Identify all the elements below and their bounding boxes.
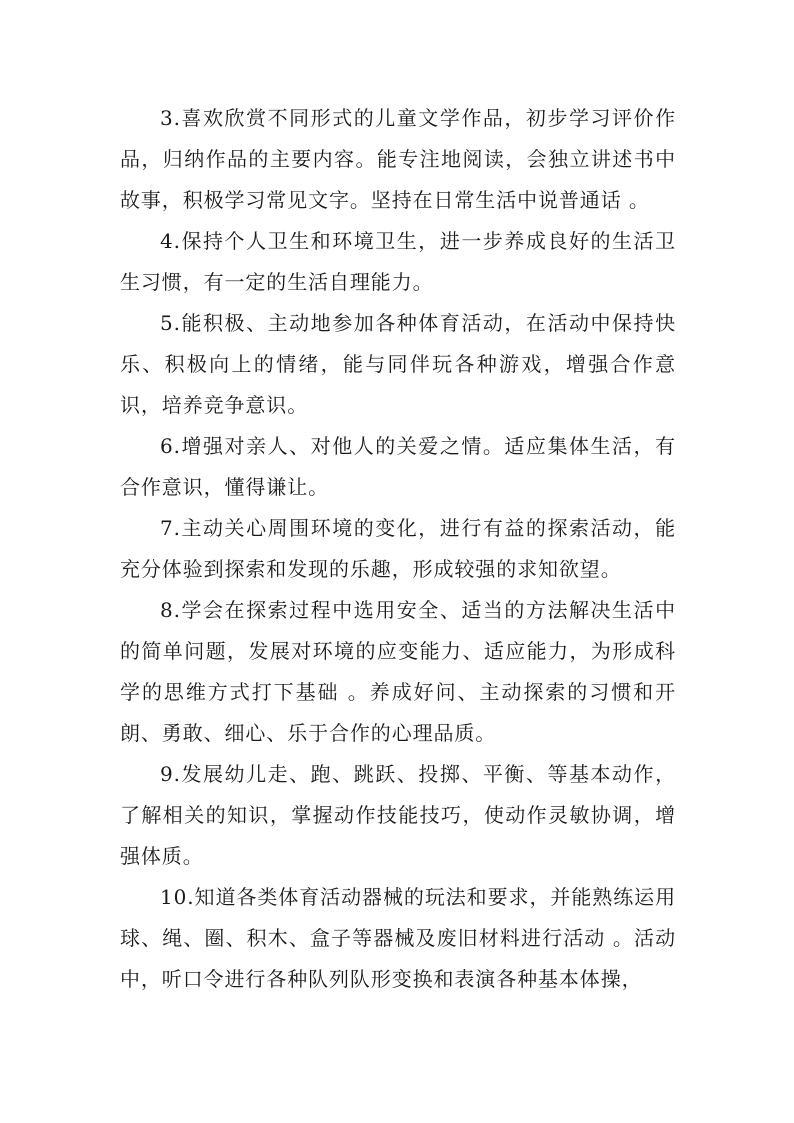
paragraph-goal-9: 9.发展幼儿走、跑、跳跃、投掷、平衡、等基本动作，了解相关的知识，掌握动作技能技巧，使动作灵敏协调，增强体质。 [120, 762, 676, 868]
document-body [120, 98, 676, 1000]
paragraph-goal-3: 3.喜欢欣赏不同形式的儿童文学作品，初步学习评价作品，归纳作品的主要内容。能专注地阅读，会独立讲述书中故事，积极学习常见文字。坚持在日常生活中说普通话 。 [120, 106, 676, 212]
paragraph-goal-10: 10.知道各类体育活动器械的玩法和要求，并能熟练运用球、绳、圈、积木、盒子等器械及废旧材料进行活动 。活动中，听口令进行各种队列队形变换和表演各种基本体操， [120, 885, 676, 991]
paragraph-goal-5: 5.能积极、主动地参加各种体育活动，在活动中保持快乐、积极向上的情绪，能与同伴玩各种游戏，增强合作意识，培养竞争意识。 [120, 311, 676, 417]
paragraph-goal-4: 4.保持个人卫生和环境卫生，进一步养成良好的生活卫生习惯，有一定的生活自理能力。 [120, 229, 676, 294]
paragraph-goal-6: 6.增强对亲人、对他人的关爱之情。适应集体生活，有合作意识，懂得谦让。 [120, 434, 676, 499]
paragraph-goal-7: 7.主动关心周围环境的变化，进行有益的探索活动，能充分体验到探索和发现的乐趣，形成较强的求知欲望。 [120, 516, 676, 581]
paragraph-goal-8: 8.学会在探索过程中选用安全、适当的方法解决生活中的简单问题，发展对环境的应变能力、适应能力，为形成科学的思维方式打下基础 。养成好问、主动探索的习惯和开朗、勇敢、细心、乐于合作的心理品质。 [120, 598, 676, 745]
